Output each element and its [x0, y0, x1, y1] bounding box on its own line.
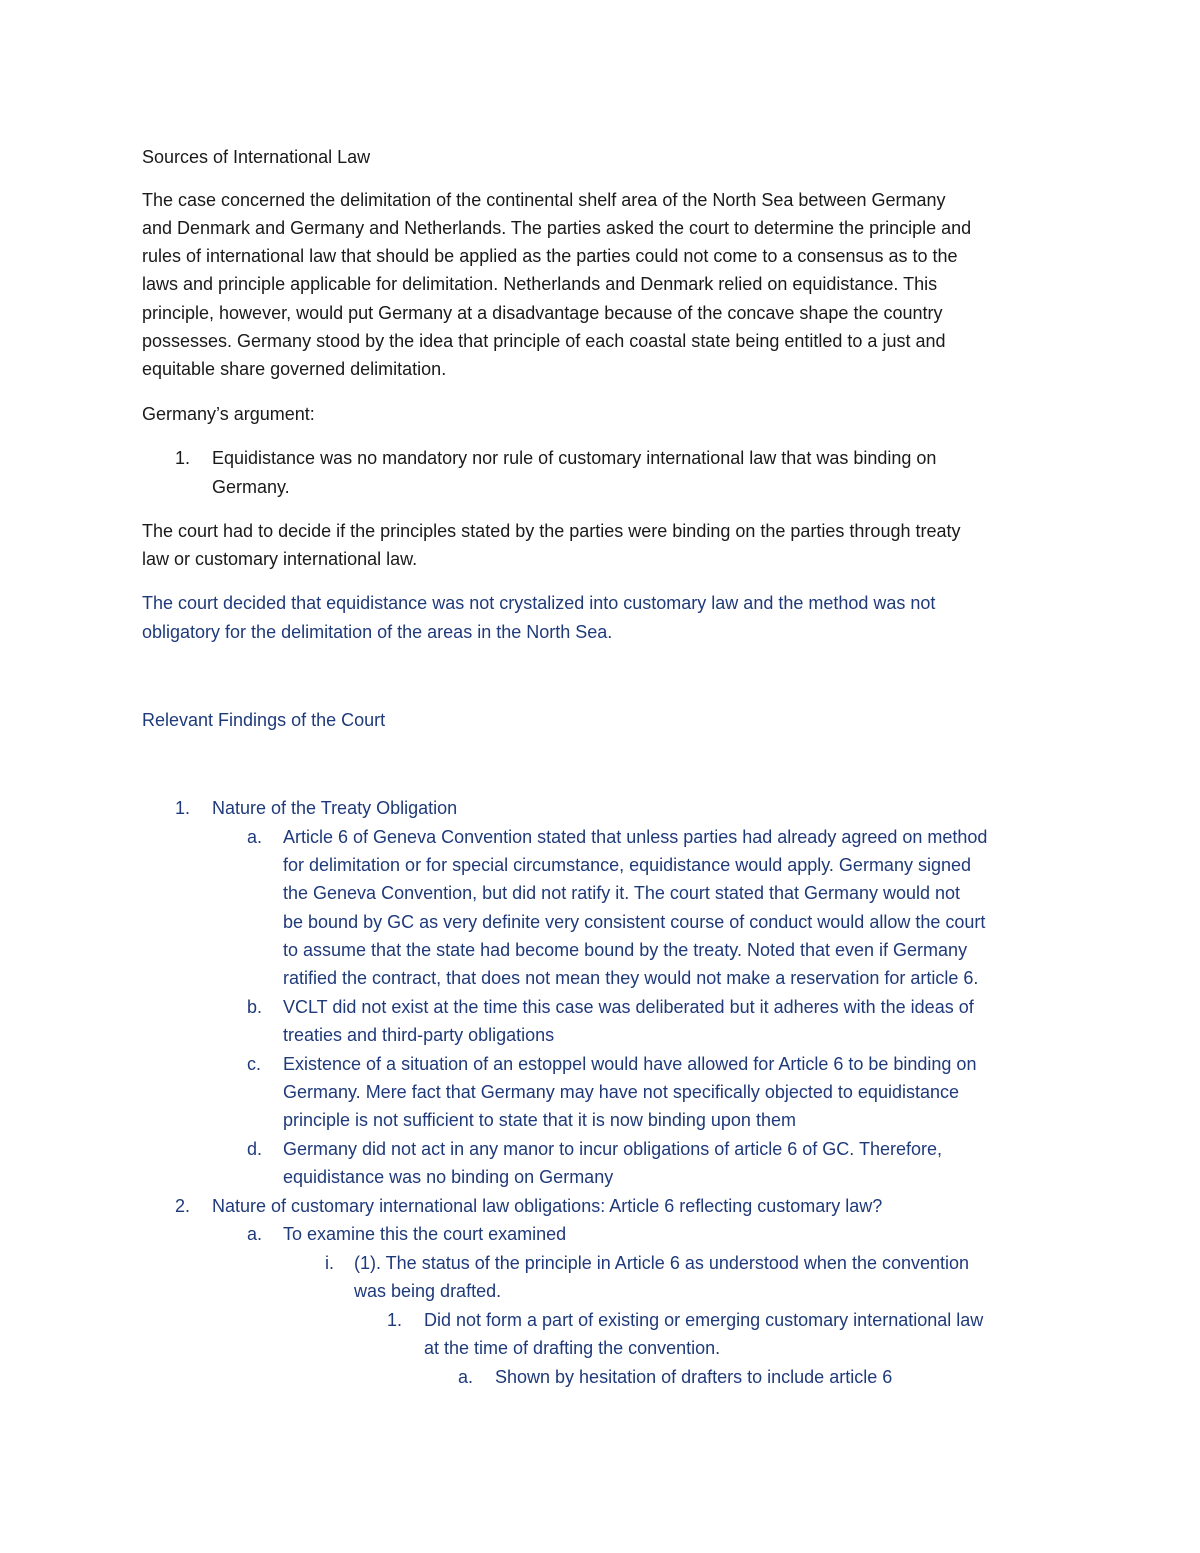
list-item-line: Article 6 of Geneva Convention stated that unless parties had already agreed on method	[283, 827, 988, 847]
findings-heading: Relevant Findings of the Court	[142, 710, 386, 730]
list-item-line: Shown by hesitation of drafters to include article 6	[495, 1367, 893, 1387]
findings-item-label: Nature of customary international law obligations: Article 6 reflecting customary law?	[212, 1196, 883, 1216]
list-item-line: To examine this the court examined	[283, 1224, 567, 1244]
paragraph-line: The court had to decide if the principles stated by the parties were binding on the parties through treaty	[142, 521, 961, 541]
list-marker: 2.	[175, 1196, 191, 1216]
list-item-line: be bound by GC as very definite very consistent course of conduct would allow the court	[283, 912, 986, 932]
argument-heading: Germany’s argument:	[142, 404, 315, 424]
list-item-line: ratified the contract, that does not mean they would not make a reservation for article 6.	[283, 968, 979, 988]
list-marker: a.	[247, 1224, 263, 1244]
list-marker: a.	[458, 1367, 474, 1387]
paragraph-line: obligatory for the delimitation of the areas in the North Sea.	[142, 622, 613, 642]
list-item-line: to assume that the state had become bound by the treaty. Noted that even if Germany	[283, 940, 968, 960]
list-item-line: the Geneva Convention, but did not ratify it. The court stated that Germany would not	[283, 883, 961, 903]
paragraph-line: The case concerned the delimitation of the continental shelf area of the North Sea between Germany	[142, 190, 946, 210]
list-item-line: Equidistance was no mandatory nor rule of customary international law that was binding on	[212, 448, 937, 468]
list-item-line: Germany did not act in any manor to incur obligations of article 6 of GC. Therefore,	[283, 1139, 942, 1159]
list-item-line: Germany. Mere fact that Germany may have not specifically objected to equidistance	[283, 1082, 959, 1102]
document-title: Sources of International Law	[142, 147, 371, 167]
list-item-line: equidistance was no binding on Germany	[283, 1167, 614, 1187]
list-item-line: VCLT did not exist at the time this case was deliberated but it adheres with the ideas of	[283, 997, 974, 1017]
list-marker: b.	[247, 997, 263, 1017]
paragraph-line: and Denmark and Germany and Netherlands. The parties asked the court to determine the principle and	[142, 218, 972, 238]
list-item-line: principle is not sufficient to state that it is now binding upon them	[283, 1110, 796, 1130]
list-marker: i.	[325, 1253, 334, 1273]
list-marker: a.	[247, 827, 263, 847]
paragraph-line: laws and principle applicable for delimitation. Netherlands and Denmark relied on equidistance. This	[142, 274, 938, 294]
list-item-line: Existence of a situation of an estoppel would have allowed for Article 6 to be binding on	[283, 1054, 977, 1074]
list-item-line: Germany.	[212, 477, 290, 497]
list-item-line: at the time of drafting the convention.	[424, 1338, 721, 1358]
paragraph-line: law or customary international law.	[142, 549, 418, 569]
list-item-line: treaties and third-party obligations	[283, 1025, 555, 1045]
findings-item-label: Nature of the Treaty Obligation	[212, 798, 458, 818]
list-item-line: was being drafted.	[354, 1281, 502, 1301]
paragraph-line: equitable share governed delimitation.	[142, 359, 447, 379]
list-marker: 1.	[175, 798, 191, 818]
list-marker: d.	[247, 1139, 263, 1159]
paragraph-line: principle, however, would put Germany at a disadvantage because of the concave shape the country	[142, 303, 943, 323]
paragraph-line: rules of international law that should be applied as the parties could not come to a consensus as to the	[142, 246, 958, 266]
list-item-line: for delimitation or for special circumstance, equidistance would apply. Germany signed	[283, 855, 971, 875]
paragraph-line: The court decided that equidistance was not crystalized into customary law and the method was not	[142, 593, 936, 613]
list-item-line: (1). The status of the principle in Article 6 as understood when the convention	[354, 1253, 970, 1273]
list-marker: 1.	[387, 1310, 403, 1330]
list-item-line: Did not form a part of existing or emerging customary international law	[424, 1310, 984, 1330]
list-marker: 1.	[175, 448, 191, 468]
paragraph-line: possesses. Germany stood by the idea that principle of each coastal state being entitled to a just and	[142, 331, 946, 351]
list-marker: c.	[247, 1054, 262, 1074]
